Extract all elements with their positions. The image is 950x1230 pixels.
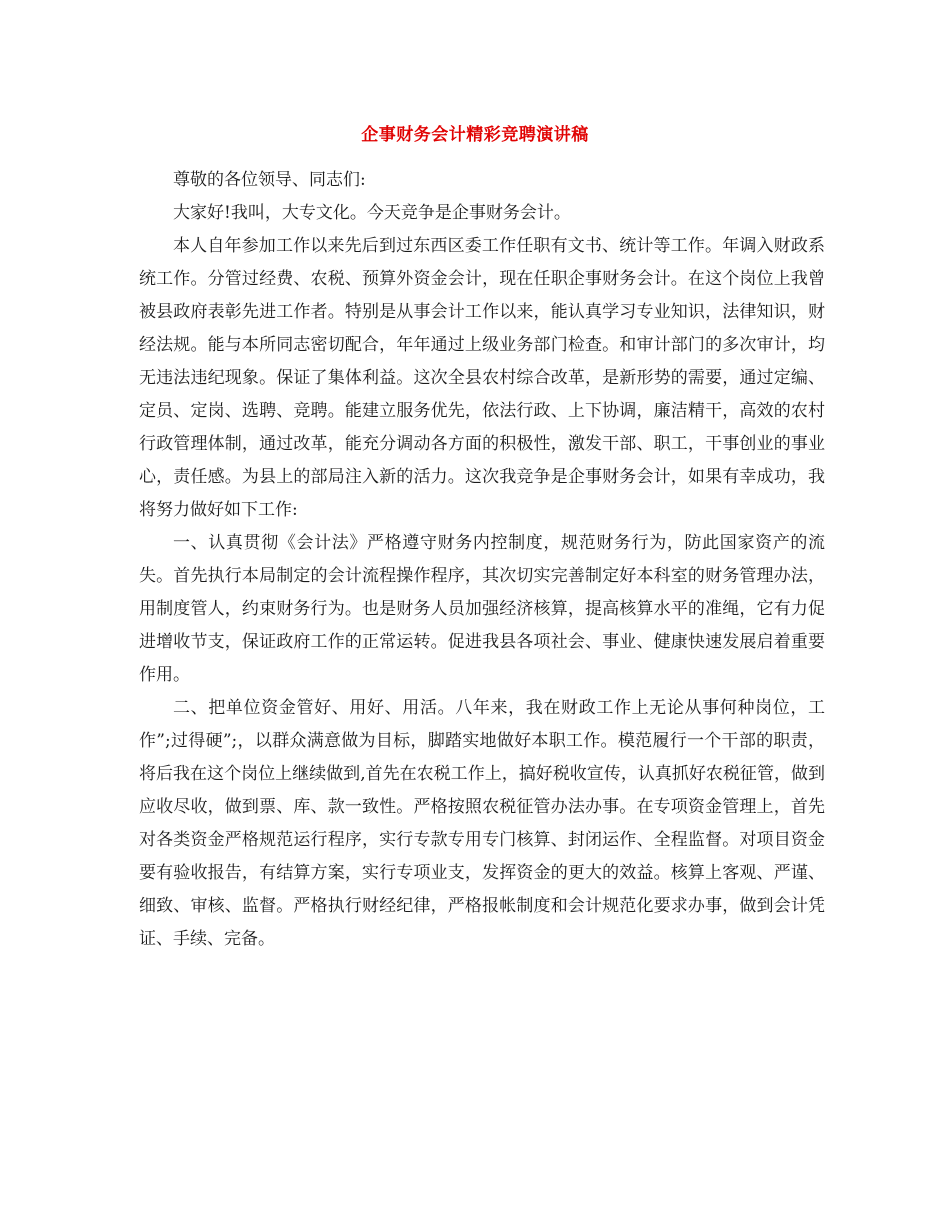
paragraph-point-one: 一、认真贯彻《会计法》严格遵守财务内控制度，规范财务行为，防此国家资产的流失。首先执行本局制定的会计流程操作程序，其次切实完善制定好本科室的财务管理办法，用制度管人，约束财务行为。也是财务人员加强经济核算，提高核算水平的准绳，它有力促进增收节支，保证政府工作的正常运转。促进我县各项社会、事业、健康快速发展启着重要作用。 xyxy=(139,533,825,685)
paragraph-background: 本人自年参加工作以来先后到过东西区委工作任职有文书、统计等工作。年调入财政系统工作。分管过经费、农税、预算外资金会计，现在任职企事财务会计。在这个岗位上我曾被县政府表彰先进工作者。特别是从事会计工作以来，能认真学习专业知识，法律知识，财经法规。能与本所同志密切配合，年年通过上级业务部门检查。和审计部门的多次审计，均无违法违纪现象。保证了集体利益。这次全县农村综合改革，是新形势的需要，通过定编、定员、定岗、选聘、竞聘。能建立服务优先，依法行政、上下协调，廉洁精干，高效的农村行政管理体制，通过改革，能充分调动各方面的积极性，激发干部、职工，干事创业的事业心，责任感。为县上的部局注入新的活力。这次我竞争是企事财务会计，如果有幸成功，我将努力做好如下工作: xyxy=(139,236,825,520)
document-title: 企事财务会计精彩竞聘演讲稿 xyxy=(361,125,589,145)
paragraph-salutation: 尊敬的各位领导、同志们: xyxy=(173,170,366,190)
paragraph-greeting: 大家好!我叫，大专文化。今天竞争是企事财务会计。 xyxy=(173,203,571,223)
paragraph-point-two: 二、把单位资金管好、用好、用活。八年来，我在财政工作上无论从事何种岗位，工作”;过得硬”;，以群众满意做为目标，脚踏实地做好本职工作。模范履行一个干部的职责，将后我在这个岗位上继续做到,首先在农税工作上，搞好税收宣传，认真抓好农税征管，做到应收尽收，做到票、库、款一致性。严格按照农税征管办法办事。在专项资金管理上，首先对各类资金严格规范运行程序，实行专款专用专门核算、封闭运作、全程监督。对项目资金要有验收报告，有结算方案，实行专项业支，发挥资金的更大的效益。核算上客观、严谨、细致、审核、监督。严格执行财经纪律，严格报帐制度和会计规范化要求办事，做到会计凭证、手续、完备。 xyxy=(139,698,825,949)
document-body xyxy=(139,164,825,956)
